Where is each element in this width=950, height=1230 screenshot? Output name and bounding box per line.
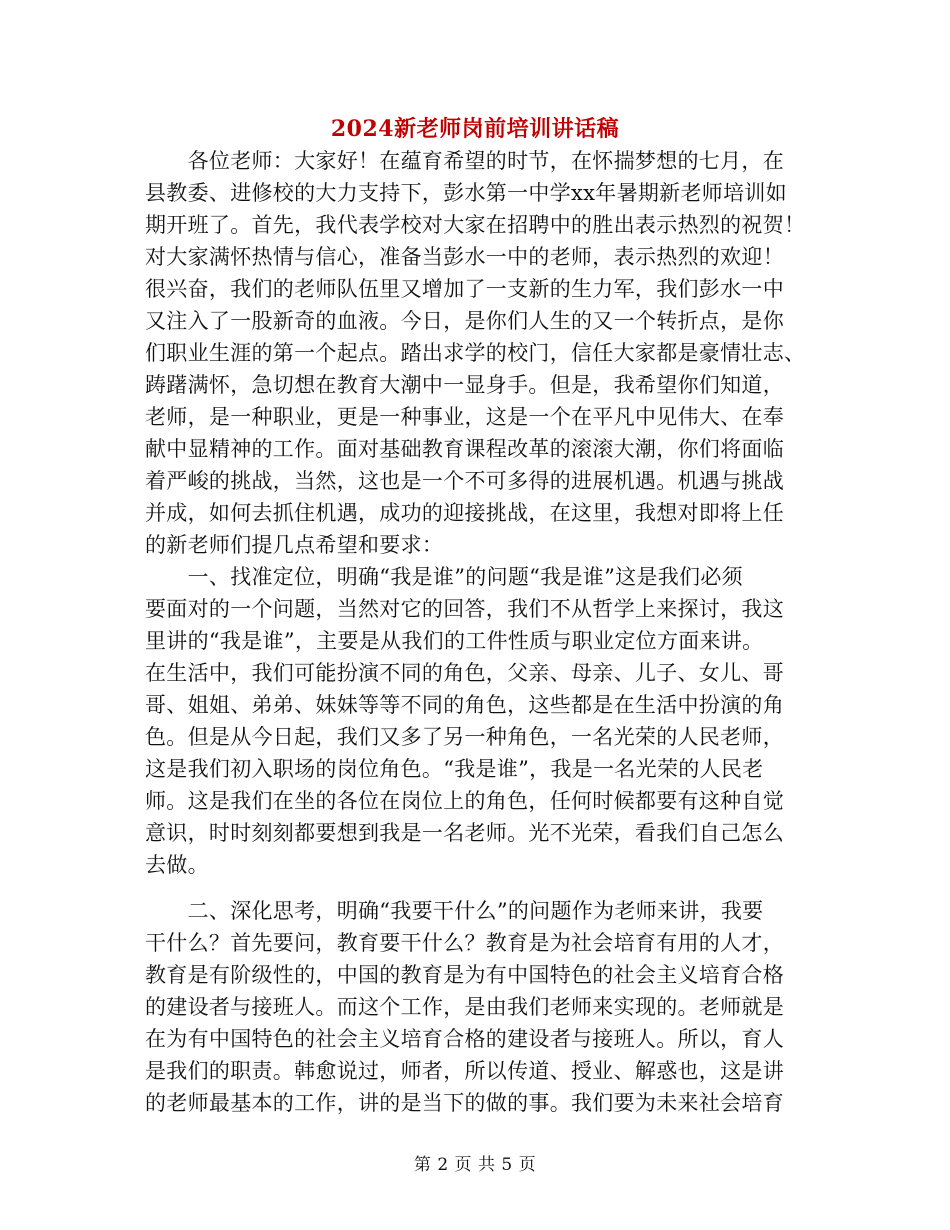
text-line: 色。但是从今日起，我们又多了另一种角色，一名光荣的人民老师， [145,725,784,749]
text-line: 并成，如何去抓住机遇，成功的迎接挑战，在这里，我想对即将上任 [145,501,784,525]
text-line: 里讲的“我是谁”，主要是从我们的工件性质与职业定位方面来讲。 [145,629,764,653]
text-line: 要面对的一个问题，当然对它的回答，我们不从哲学上来探讨，我这 [145,597,784,621]
text-line: 县教委、进修校的大力支持下，彭水第一中学xx年暑期新老师培训如 [145,181,787,205]
text-line: 教育是有阶级性的，中国的教育是为有中国特色的社会主义培育合格 [145,963,784,987]
text-line: 老师，是一种职业，更是一种事业，这是一个在平凡中见伟大、在奉 [145,405,784,429]
text-line: 二、深化思考，明确“我要干什么”的问题作为老师来讲，我要 [145,899,764,923]
text-line: 的建设者与接班人。而这个工作，是由我们老师来实现的。老师就是 [145,995,784,1019]
text-line: 去做。 [145,853,209,877]
text-line: 在为有中国特色的社会主义培育合格的建设者与接班人。所以，育人 [145,1027,784,1051]
text-line: 哥、姐姐、弟弟、妹妹等等不同的角色，这些都是在生活中扮演的角 [145,693,784,717]
text-line: 献中显精神的工作。面对基础教育课程改革的滚滚大潮，你们将面临 [145,437,784,461]
text-line: 师。这是我们在坐的各位在岗位上的角色，任何时候都要有这种自觉 [145,789,784,813]
text-line: 一、找准定位，明确“我是谁”的问题“我是谁”这是我们必须 [145,565,743,589]
text-line: 踌躇满怀，急切想在教育大潮中一显身手。但是，我希望你们知道， [145,373,784,397]
text-line: 对大家满怀热情与信心，准备当彭水一中的老师，表示热烈的欢迎！ [145,245,784,269]
page-title: 2024新老师岗前培训讲话稿 [330,116,620,142]
text-line: 期开班了。首先，我代表学校对大家在招聘中的胜出表示热烈的祝贺！ [145,213,806,237]
text-line: 着严峻的挑战，当然，这也是一个不可多得的进展机遇。机遇与挑战 [145,469,784,493]
text-line: 的新老师们提几点希望和要求： [145,533,444,557]
text-line: 各位老师：大家好！在蕴育希望的时节，在怀揣梦想的七月，在 [145,149,784,173]
text-line: 又注入了一股新奇的血液。今日，是你们人生的又一个转折点，是你 [145,309,784,333]
text-line: 意识，时时刻刻都要想到我是一名老师。光不光荣，看我们自己怎么 [145,821,784,845]
text-line: 在生活中，我们可能扮演不同的角色，父亲、母亲、儿子、女儿、哥 [145,661,784,685]
text-line: 们职业生涯的第一个起点。踏出求学的校门，信任大家都是豪情壮志、 [145,341,806,365]
text-line: 是我们的职责。韩愈说过，师者，所以传道、授业、解惑也，这是讲 [145,1059,784,1083]
text-line: 的老师最基本的工作，讲的是当下的做的事。我们要为未来社会培育 [145,1091,784,1115]
text-line: 很兴奋，我们的老师队伍里又增加了一支新的生力军，我们彭水一中 [145,277,784,301]
page-number: 第 2 页 共 5 页 [413,1155,537,1175]
text-line: 干什么？首先要问，教育要干什么？教育是为社会培育有用的人才， [145,931,784,955]
text-line: 这是我们初入职场的岗位角色。“我是谁”，我是一名光荣的人民老 [145,757,764,781]
